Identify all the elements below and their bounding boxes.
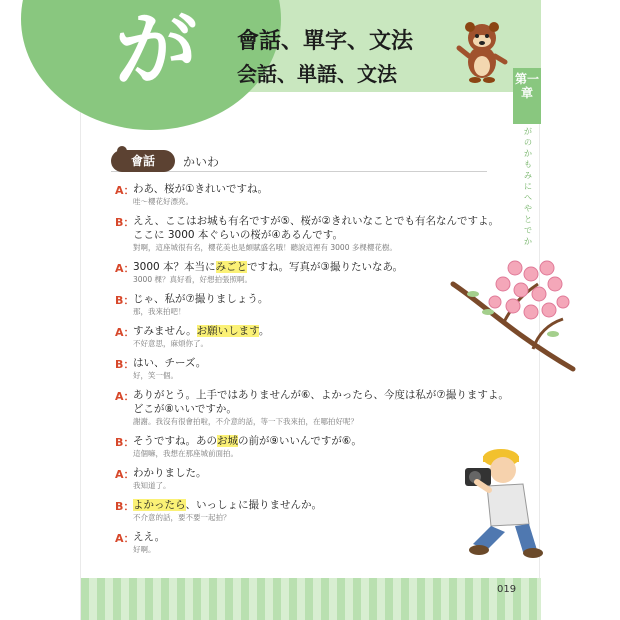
- page-title-ja: 会話、単語、文法: [237, 62, 397, 86]
- page-title-zh: 會話、單字、文法: [237, 29, 414, 54]
- highlighted-vocab: お願いします: [196, 325, 259, 337]
- section-reading: かいわ: [183, 155, 220, 169]
- dialogue-line: [115, 214, 515, 253]
- highlighted-vocab: みごと: [215, 261, 248, 273]
- speaker-label: A：: [115, 532, 135, 545]
- text-segment: すみません。: [133, 325, 197, 337]
- page-number: 019: [497, 584, 517, 595]
- footer-band: [81, 578, 541, 620]
- chinese-translation: 好，笑一個。: [133, 371, 178, 380]
- chinese-translation: 3000 棵？真好看，好想拍張照啊。: [133, 275, 252, 284]
- speaker-label: A：: [115, 390, 135, 403]
- chinese-translation: 我知道了。: [133, 481, 171, 490]
- chinese-translation: 這個嘛，我想在那座城前面拍。: [133, 449, 238, 458]
- section-header: [111, 150, 487, 172]
- chinese-translation: 對啊，這座城很有名，櫻花美也是頗賦盛名哦！聽說這裡有 3000 多棵櫻花樹。: [133, 243, 397, 252]
- tanuki-mascot-icon: [455, 18, 509, 84]
- text-segment: 、いっしょに撮りませんか。: [185, 499, 322, 511]
- highlighted-vocab: よかったら: [133, 499, 186, 511]
- japanese-text: わかりました。: [133, 467, 207, 479]
- chinese-translation: 那，我來拍吧！: [133, 307, 186, 316]
- japanese-text: ええ、ここはお城も有名ですが⑤、桜が②きれいなことでも有名なんですよ。: [133, 215, 499, 227]
- dialogue-line: [115, 388, 515, 427]
- speaker-label: B：: [115, 294, 135, 307]
- japanese-text-cont: ここに 3000 本ぐらいの桜が④あるんです。: [133, 229, 343, 241]
- text-segment: そうですね。あの: [133, 435, 217, 447]
- speaker-label: A：: [115, 326, 135, 339]
- speaker-label: A：: [115, 184, 135, 197]
- side-chapter-title: がのかもみにへやとでか: [524, 127, 532, 246]
- chapter-tab: 第一章: [513, 68, 541, 124]
- speaker-label: B：: [115, 500, 135, 513]
- section-label: 會話: [111, 150, 175, 172]
- photographer-illustration-icon: [453, 440, 551, 558]
- text-segment: 。: [258, 325, 270, 337]
- cherry-blossom-illustration-icon: [443, 254, 577, 376]
- speaker-label: B：: [115, 216, 135, 229]
- speaker-label: B：: [115, 358, 135, 371]
- japanese-text: ありがとう。上手ではありませんが⑥、よかったら、今度は私が⑦撮りますよ。: [133, 389, 509, 401]
- japanese-text-cont: どこが⑧いいですか。: [133, 403, 237, 415]
- textbook-page: [80, 0, 540, 620]
- chinese-translation: 哇～櫻花好漂亮。: [133, 197, 193, 206]
- speaker-label: B：: [115, 436, 135, 449]
- text-segment: の前が⑨いいんですが⑥。: [238, 435, 362, 447]
- chinese-translation: 好啊。: [133, 545, 156, 554]
- text-segment: ですね。写真が③撮りたいなあ。: [247, 261, 404, 273]
- japanese-text: わあ、桜が①きれいですね。: [133, 183, 268, 195]
- chapter-kana: が: [115, 3, 198, 98]
- chinese-translation: 不好意思，麻煩你了。: [133, 339, 208, 348]
- chinese-translation: 不介意的話，要不要一起拍？: [133, 513, 231, 522]
- speaker-label: A：: [115, 468, 135, 481]
- text-segment: 3000 本？本当に: [133, 261, 216, 273]
- japanese-text: じゃ、私が⑦撮りましょう。: [133, 293, 269, 305]
- dialogue-line: [115, 182, 515, 207]
- highlighted-vocab: お城: [217, 435, 238, 447]
- japanese-text: はい、チーズ。: [133, 357, 207, 369]
- speaker-label: A：: [115, 262, 135, 275]
- chinese-translation: 謝謝。我沒有很會拍啦，不介意的話，等一下我來拍，在哪拍好呢？: [133, 417, 358, 426]
- japanese-text: ええ。: [133, 531, 166, 543]
